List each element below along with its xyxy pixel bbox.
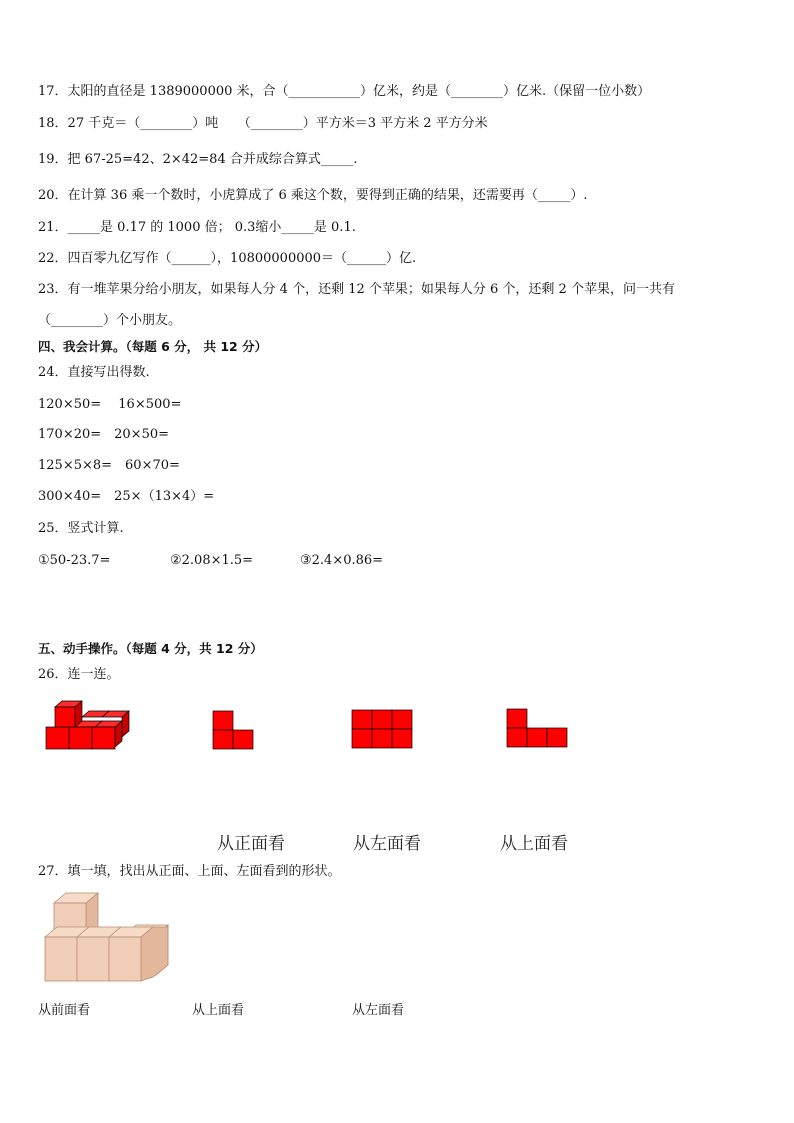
view-shape-grid [351,709,413,749]
view-label-top-q27: 从上面看 [192,1003,245,1018]
question-17: 17．太阳的直径是 1389000000 米，合（___________）亿米，约是（________）亿米.（保留一位小数） [38,84,651,99]
view-label-left-q27: 从左面看 [352,1003,405,1018]
question-20: 20．在计算 36 乘一个数时，小虎算成了 6 乘这个数，要得到正确的结果，还需要再（_____）. [38,188,588,203]
question-18: 18．27 千克＝（________）吨 （________）平方米＝3 平方米 2 平方分米 [38,116,488,131]
view-shape-long-l [506,708,568,748]
view-label-front-q27: 从前面看 [38,1003,91,1018]
question-24-title: 24．直接写出得数. [38,365,150,380]
question-22: 22．四百零九亿写作（______），10800000000＝（______）亿. [38,251,417,266]
view-label-top: 从上面看 [500,834,568,854]
tan-cube-stack-figure [44,891,174,986]
section-4-title: 四、我会计算。（每题 6 分， 共 12 分） [38,339,268,354]
question-21: 21．_____是 0.17 的 1000 倍； 0.3缩小_____是 0.1. [38,220,356,235]
question-19: 19．把 67-25=42、2×42=84 合并成综合算式_____. [38,152,358,167]
question-25-title: 25．竖式计算. [38,521,124,536]
vertical-calc-1: ①50-23.7= [38,553,111,568]
question-27-title: 27．填一填，找出从正面、上面、左面看到的形状。 [38,864,341,879]
view-label-front: 从正面看 [217,834,285,854]
calc-row: 120×50= 16×500= [38,397,182,412]
view-label-left: 从左面看 [353,834,421,854]
section-5-title: 五、动手操作。（每题 4 分，共 12 分） [38,641,263,656]
red-cube-stack-figure [45,697,135,757]
question-23-line1: 23．有一堆苹果分给小朋友，如果每人分 4 个，还剩 12 个苹果；如果每人分 6 个，还剩 2 个苹果，问一共有 [38,282,675,297]
question-26-title: 26．连一连。 [38,667,120,682]
calc-row: 300×40= 25×（13×4）= [38,489,215,504]
calc-row: 170×20= 20×50= [38,427,170,442]
view-shape-l [212,710,254,750]
vertical-calc-3: ③2.4×0.86= [300,553,384,568]
question-23-line2: （________）个小朋友。 [38,313,182,328]
calc-row: 125×5×8= 60×70= [38,458,180,473]
vertical-calc-2: ②2.08×1.5= [170,553,254,568]
